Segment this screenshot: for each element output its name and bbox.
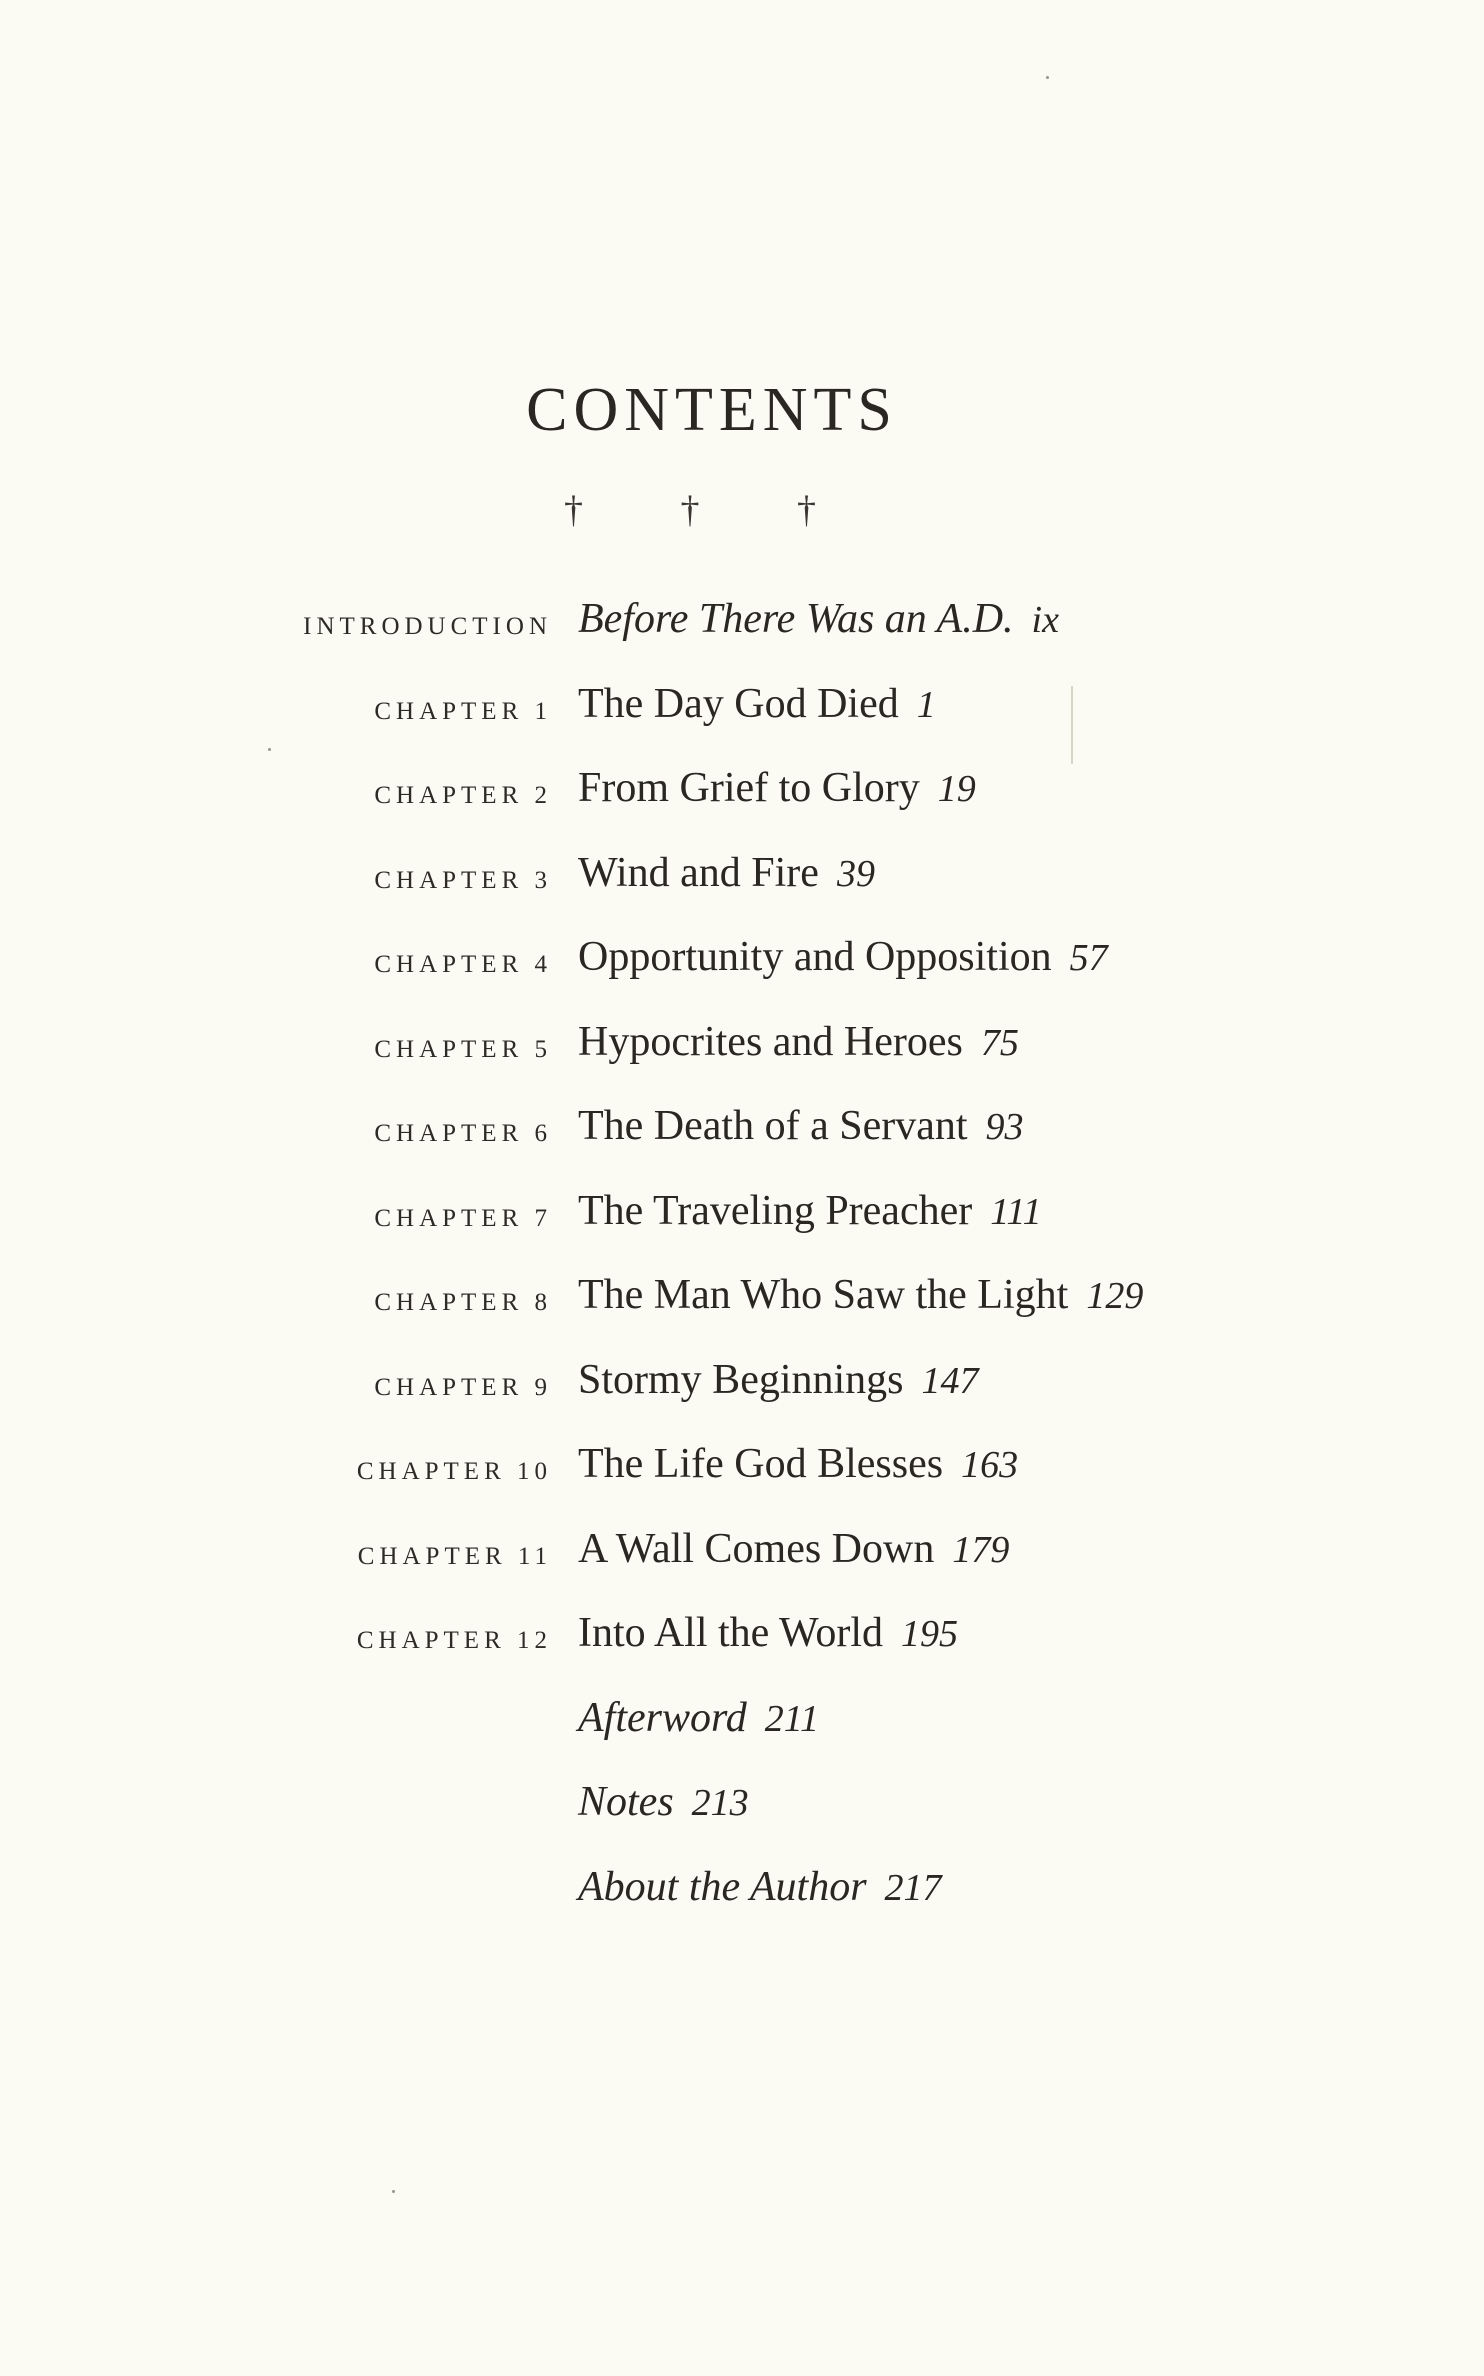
toc-entry (578, 1440, 1018, 1488)
toc-entry (578, 1271, 1143, 1319)
toc-entry (578, 1863, 942, 1911)
toc-page-number: 163 (961, 1444, 1019, 1486)
toc-label: CHAPTER 4 (374, 951, 552, 978)
toc-page-number: ix (1031, 599, 1059, 641)
toc-row (0, 1863, 1484, 1923)
toc-page-number: 93 (985, 1106, 1024, 1148)
toc-row (0, 1525, 1484, 1585)
toc-entry-title: From Grief to Glory (578, 765, 920, 811)
toc-entry-title: The Life God Blesses (578, 1441, 944, 1487)
toc-label: CHAPTER 1 (374, 697, 552, 725)
toc-page-number: 147 (921, 1359, 979, 1402)
toc-entry-title: Before There Was an A.D. (578, 596, 1014, 642)
toc-entry-title: Stormy Beginnings (578, 1356, 904, 1403)
toc-entry (578, 1609, 958, 1657)
toc-row (0, 1356, 1484, 1416)
toc-row (0, 1102, 1484, 1162)
toc-entry (578, 1187, 1042, 1235)
toc-entry-title: Opportunity and Opposition (578, 934, 1052, 980)
margin-mark (1071, 686, 1073, 764)
toc-label: CHAPTER 7 (374, 1204, 552, 1232)
toc-entry-title: The Man Who Saw the Light (578, 1272, 1069, 1318)
toc-entry-title: Into All the World (578, 1610, 883, 1656)
toc-entry (578, 849, 875, 897)
toc-row (0, 764, 1484, 824)
toc-row (0, 595, 1484, 655)
toc-page-number: 111 (990, 1190, 1042, 1233)
toc-entry (578, 1778, 749, 1826)
cross-ornament: † † † (564, 489, 860, 531)
page-title: CONTENTS (526, 376, 898, 444)
toc-row (0, 1609, 1484, 1669)
toc-entry (578, 1694, 819, 1742)
toc-page-number: 19 (937, 768, 976, 810)
toc-label: CHAPTER 11 (357, 1542, 552, 1570)
paper-speck (1046, 76, 1049, 79)
toc-entry (578, 933, 1108, 981)
toc-entry-title: Hypocrites and Heroes (578, 1018, 963, 1065)
toc-entry-title: The Day God Died (578, 680, 899, 727)
toc-page-number: 179 (952, 1528, 1010, 1571)
toc-page-number: 195 (901, 1613, 958, 1655)
toc-entry (578, 595, 1059, 643)
toc-entry-title: The Traveling Preacher (578, 1187, 973, 1234)
toc-page-number: 57 (1069, 937, 1108, 979)
toc-row (0, 680, 1484, 740)
toc-row (0, 1018, 1484, 1078)
toc-entry-title: About the Author (578, 1863, 867, 1910)
toc-row (0, 1778, 1484, 1838)
toc-entry-title: Wind and Fire (578, 849, 819, 896)
toc-entry (578, 1018, 1019, 1066)
toc-row (0, 1271, 1484, 1331)
toc-label: CHAPTER 5 (374, 1035, 552, 1063)
toc-entry (578, 1102, 1024, 1150)
toc-entry-title: Notes (578, 1779, 674, 1825)
toc-entry (578, 1356, 979, 1404)
toc-page-number: 129 (1086, 1275, 1144, 1317)
toc-entry-title: Afterword (578, 1694, 747, 1741)
toc-label: CHAPTER 8 (374, 1289, 552, 1316)
toc-page-number: 211 (764, 1697, 819, 1740)
toc-label: CHAPTER 12 (356, 1627, 552, 1654)
toc-label: CHAPTER 3 (374, 866, 552, 894)
toc-page-number: 1 (916, 683, 936, 726)
toc-entry-title: The Death of a Servant (578, 1103, 968, 1149)
toc-entry-title: A Wall Comes Down (578, 1525, 935, 1572)
toc-entry (578, 1525, 1009, 1573)
toc-label: INTRODUCTION (303, 613, 552, 640)
toc-entry (578, 680, 936, 728)
toc-row (0, 1440, 1484, 1500)
toc-label: CHAPTER 2 (374, 782, 552, 809)
toc-page-number: 213 (691, 1782, 749, 1824)
paper-speck (392, 2190, 395, 2193)
toc-page-number: 39 (836, 852, 875, 895)
toc-label: CHAPTER 10 (356, 1458, 552, 1485)
paper-speck (268, 748, 271, 751)
toc-row (0, 933, 1484, 993)
toc-row (0, 1187, 1484, 1247)
toc-row (0, 849, 1484, 909)
toc-label: CHAPTER 6 (374, 1120, 552, 1147)
toc-page-number: 217 (884, 1866, 942, 1909)
toc-label: CHAPTER 9 (374, 1373, 552, 1401)
toc-page-number: 75 (980, 1021, 1019, 1064)
toc-entry (578, 764, 976, 812)
toc-row (0, 1694, 1484, 1754)
